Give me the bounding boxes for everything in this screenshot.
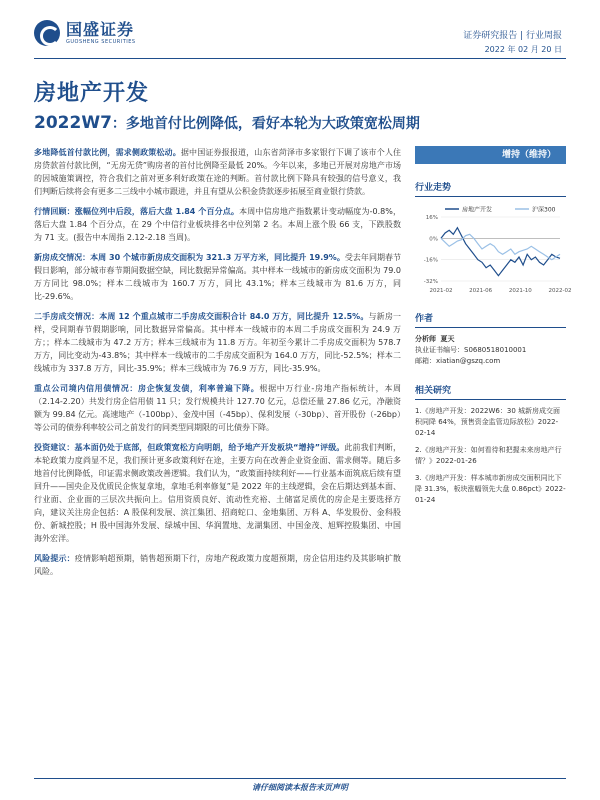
related-title: 相关研究 xyxy=(415,383,566,400)
series-line xyxy=(441,228,560,276)
industry-title: 房地产开发 xyxy=(34,81,150,106)
trend-chart-svg xyxy=(415,203,572,295)
paragraph-new-home: 新房成交情况：本周 30 个城市新房成交面积为 321.3 万平方米，同比提升 19.9%。受去年同期春节假日影响，部分城市春节期间数据空缺，同比数据异常偏高。其中样本一线城市的新房成交面积为 79.0 万方同比 98.0%；样本二线城市为 160.7 万方，同比 43.1%；样本三线城市为 81.6 万方，同比-29.6%。 xyxy=(34,253,402,301)
report-headline xyxy=(34,113,420,133)
paragraph-second-hand: 二手房成交情况：本周 12 个重点城市二手房成交面积合计 84.0 万方，同比提升 12.5%。与新房一样，受同期春节假期影响，同比数据异常偏高。其中样本一线城市的本周二手房成交面积为 24.9 万方；；样本二线城市为 47.2 万方；样本三线城市为 11.8 万方。年初至今累计二手房成交面积为 578.7 万方，同比变动为-43.8%；其中样本一线城市的二手房成交面积为 164.0 万方，同比-52.5%；样本二线城市为 337.8 万方，同比-35.9%；样本三线城市为 76.9 万方，同比-35.9%。 xyxy=(34,312,401,373)
report-type: 证券研究报告 | 行业周报 xyxy=(463,31,562,41)
analyst-title: 作者 xyxy=(415,311,566,328)
legend-label: 沪深300 xyxy=(532,206,556,214)
paragraph-investment-advice: 投资建议：基本面仍处于底部，但政策宽松方向明朗，给予地产开发板块“增持”评级。此前我们判断，本轮政策力度尚显不足，我们预计更多政策利好在途，主要方向在改善企业资金面、需求侧等。随后多地首付比例降低，印证需求侧政策改善逻辑。我们认为，“政策面持续利好——行业基本面筑底后续有望回升——国央企及优质民企恢复拿地，拿地毛利率修复”是 2022 年的主线逻辑，会在后期达到基本面、行业面、企业面的三层次共振向上。信用资质良好、流动性充裕、土储富足质优的房企是主要选择方向，建议关注房企包括：A 股保利发展、滨江集团、招商蛇口、金地集团、万科 A、华发股份、金科股份、新城控股；H 股中国海外发展、绿城中国、华润置地、龙湖集团、中国金茂、旭辉控股集团、中国海外宏洋。 xyxy=(34,443,402,543)
analyst-line: 分析师 夏天 xyxy=(415,335,455,343)
footer-disclaimer: 请仔细阅读本报告末页声明 xyxy=(252,783,348,792)
paragraph-credit-bonds: 重点公司境内信用债情况：房企恢复发债，利率普遍下降。根据中万行业-房地产指标统计，本周（2.14-2.20）共发行房企信用债 11 只；发行规模共计 127.70 亿元，总偿还量 27.86 亿元，净融资额为 99.84 亿元。高速地产（-100bp）、金茂中国（-45bp）、保利发展（-30bp）、首开股份（-26bp）等公司的债券利率较公司之前发行的同类型同期限的可比债券下降。 xyxy=(34,384,401,432)
report-date: 2022 年 02 月 20 日 xyxy=(484,45,562,54)
main-column xyxy=(34,146,401,585)
trend-title: 行业走势 xyxy=(415,180,566,197)
related-report[interactable]: 3.《房地产开发：样本城市新房成交面积同比下降 31.3%，板块涨幅领先大盘 0.86pct》2022-01-24 xyxy=(415,474,566,504)
related-report[interactable]: 2.《房地产开发：如何看待和把握未来房地产行情？》2022-01-26 xyxy=(415,446,562,465)
headline-text: ：多地首付比例降低，看好本轮为大政策宽松周期 xyxy=(111,116,420,132)
x-tick-label: 2022-02 xyxy=(548,288,572,294)
paragraph-market-review: 行情回顾：涨幅位列中后段，落后大盘 1.84 个百分点。本周中信房地产指数累计变动幅度为-0.8%，落后大盘 1.84 个百分点，在 29 个中信行业板块排名中位列第 2 名。本周上涨个股 66 支，下跌股数为 71 支。(报告中本周指 2.12-2.18 当周)。 xyxy=(34,207,401,242)
x-tick-label: 2021-02 xyxy=(429,288,453,294)
analyst-license: 执业证书编号：S0680518010001 xyxy=(415,346,527,354)
y-tick-label: 0% xyxy=(429,236,438,243)
broker-logo xyxy=(34,20,136,46)
trend-chart xyxy=(415,203,572,295)
footer-divider xyxy=(34,778,566,779)
broker-logo-icon xyxy=(34,20,60,46)
analyst-email: 邮箱：xiatian@gszq.com xyxy=(415,357,501,365)
rating-badge: 增持（维持） xyxy=(415,146,566,164)
legend-label: 房地产开发 xyxy=(462,206,493,214)
y-tick-label: 16% xyxy=(425,215,438,221)
paragraph-risk: 风险提示：疫情影响超预期，销售超预期下行，房地产税政策力度超预期，房企信用违约及其影响扩散风险。 xyxy=(34,554,401,576)
paragraph-policy: 多地降低首付款比例，需求侧政策松动。据中国证券报报道，山东省菏泽市多家银行下调了该市个人住房贷款首付款比例，“无房无贷”购房者的首付比例降至最低 20%。今年以来，多地已开展对房地产市场的因城施策调控，符合我们之前对更多利好政策在途的判断。首付款比例下降具有较强的信号意义，我们判断后续将会有更多二三线中小城市跟进，并且有望从公积金贷款逐步拓展至商业银行贷款。 xyxy=(34,148,402,196)
header-divider xyxy=(34,58,566,59)
x-tick-label: 2021-06 xyxy=(469,288,493,294)
broker-name: 国盛证券 xyxy=(66,19,135,39)
headline-code: 2022W7 xyxy=(34,113,112,133)
x-tick-label: 2021-10 xyxy=(508,288,532,294)
related-report[interactable]: 1.《房地产开发：2022W6：30 城新房成交面积同降 64%，预售资金监管边际放松》2022-02-14 xyxy=(415,407,561,437)
broker-name-en: GUOSHENG SECURITIES xyxy=(66,38,136,45)
y-tick-label: -16% xyxy=(423,257,438,264)
y-tick-label: -32% xyxy=(423,279,438,285)
sidebar xyxy=(415,146,572,506)
